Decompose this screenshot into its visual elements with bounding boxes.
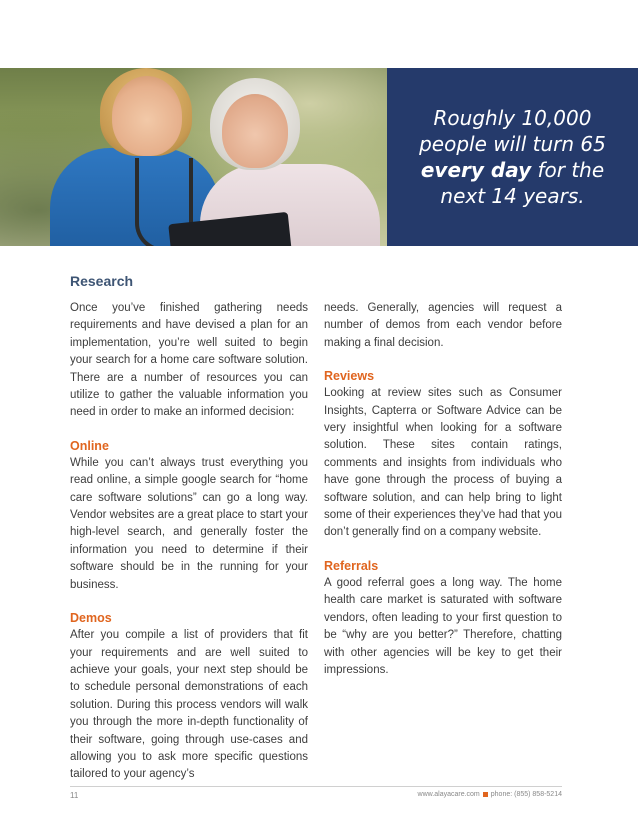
footer-divider (70, 786, 562, 787)
quote-emphasis: every day (420, 158, 532, 182)
hero-photo (0, 68, 387, 246)
website-link[interactable]: www.alayacare.com (417, 791, 480, 798)
demos-paragraph: After you compile a list of providers that fit your requirements and are well suited to achieve your goals, your next step should be to schedule personal demonstrations of each solution. During this process vendors will walk you through the more in-depth functionality of their software, going through use-cases and allowing you to ask more specific questions tailored to your agency’s (70, 629, 308, 781)
hero-quote: Roughly 10,000 people will turn 65 every day for the next 14 years. (419, 106, 606, 208)
right-column (324, 300, 562, 679)
online-paragraph: While you can’t always trust everything you read online, a simple google search for “home care software solutions” can go a long way. Vendor websites are a great place to start your high-level search, and generally foster the information you need to determine if their software should be in the running for your business. (70, 456, 308, 591)
phone-number: phone: (855) 858-5214 (490, 791, 562, 798)
demos-heading: Demos (70, 611, 112, 626)
separator-square-icon (483, 792, 488, 797)
page-number: 11 (70, 791, 79, 800)
intro-paragraph: Once you’ve finished gathering needs requirements and have devised a plan for an implementation, you’re well suited to begin your search for a home care software solution. There are a number of resources you can utilize to gather the valuable information you need in order to make an informed decision: (70, 302, 308, 419)
reviews-paragraph: Looking at review sites such as Consumer Insights, Capterra or Software Advice can be very insightful when looking for a software solution. These sites contain ratings, comments and insights from individuals who have gone through the process of buying a software solution, and can help bring to light some of their experiences they’ve had that you don’t generally find on a company website. (324, 387, 562, 539)
hero-banner (0, 68, 638, 246)
online-heading: Online (70, 438, 109, 453)
referrals-paragraph: A good referral goes a long way. The home health care market is saturated with software vendors, often leading to your first question to be “why are you better?” Therefore, chatting with other agencies will be key to get their impressions. (324, 576, 562, 676)
demos-continued-paragraph: needs. Generally, agencies will request a number of demos from each vendor before making a final decision. (324, 302, 562, 349)
quote-panel (387, 68, 638, 246)
footer-contact (418, 791, 562, 798)
referrals-heading: Referrals (324, 558, 379, 573)
section-title: Research (70, 273, 134, 289)
left-column (70, 300, 308, 784)
reviews-heading: Reviews (324, 369, 375, 384)
